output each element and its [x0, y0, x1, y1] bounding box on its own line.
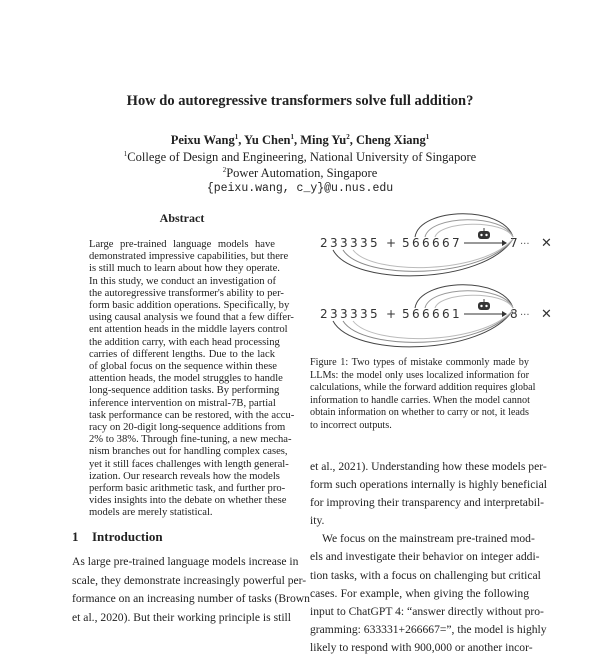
affiliation-text: College of Design and Engineering, National University of Singapore: [127, 150, 477, 165]
author-email: {peixu.wang, c_y}@u.nus.edu: [206, 182, 394, 195]
operand-b-digit: 6: [442, 307, 450, 321]
affiliation-2: [0, 166, 600, 181]
attention-arc: [415, 285, 513, 308]
operand-a-digit: 3: [350, 307, 358, 321]
text-line: In this study, we conduct an investigation of: [89, 275, 277, 287]
text-line: racy on 20-digit long-sequence additions from: [89, 422, 286, 434]
affiliation-number: 1: [123, 150, 128, 158]
operand-a-digit: 3: [350, 236, 358, 250]
text-line: inference intervention on mistral-7B, partial: [89, 397, 276, 409]
text-line: for improving their transparency and interpretabil-: [310, 496, 545, 510]
text-line: demonstrated impressive capabilities, but there: [89, 251, 289, 263]
operand-b-digit: 6: [432, 236, 440, 250]
operand-a-digit: 5: [370, 307, 378, 321]
text-line: to incorrect outputs.: [310, 419, 392, 431]
text-line: of global focus on the sequence within these: [89, 361, 277, 373]
operand-a-digit: 3: [340, 236, 348, 250]
intro-right-text: [310, 458, 547, 657]
text-line: et al., 2020). But their working principle is still: [72, 610, 291, 624]
text-line: Large pre-trained language models have: [89, 239, 275, 250]
plus-operator: +: [386, 236, 397, 250]
author-list: Peixu Wang$^1$, Yu Chen$^1$, Ming Yu$^2$, Cheng Xiang$^1$: [170, 133, 430, 148]
robot-icon: [478, 299, 490, 310]
text-line: nism branches out for handling complex cases,: [89, 446, 288, 458]
text-line: the addition carry, with each head processing: [89, 336, 280, 348]
abstract-body: [89, 239, 295, 520]
author-affiliation-number: 1: [234, 133, 239, 141]
operand-b-digit: 6: [442, 236, 450, 250]
author-name: Ming Yu: [300, 133, 347, 148]
affiliation-1: [0, 150, 600, 165]
wrong-cross-icon: ✕: [541, 307, 552, 322]
text-line: form such operations internally is highly beneficial: [310, 478, 547, 492]
affiliation-text: Power Automation, Singapore: [226, 166, 378, 181]
output-digit: 7: [510, 236, 518, 250]
section-title: Introduction: [92, 529, 163, 544]
text-line: input to ChatGPT 4: “answer directly without pro-: [310, 604, 544, 618]
author-name: Cheng Xiang: [355, 133, 426, 148]
operand-b-digit: 6: [412, 307, 420, 321]
text-line: gramming: 633331+266667=”, the model is highly: [310, 622, 547, 636]
operand-b-digit: 6: [412, 236, 420, 250]
text-line: As large pre-trained language models increase in: [72, 555, 299, 568]
affiliation-number: 2: [222, 166, 227, 174]
text-line: the autoregressive transformer's ability to per-: [89, 287, 284, 299]
operand-a-digit: 3: [330, 307, 338, 321]
text-line: ization. Our research reveals how the models: [89, 470, 280, 482]
text-line: is still much to learn about how they operate.: [89, 263, 280, 275]
text-line: models are merely statistical.: [89, 507, 213, 519]
text-line: yet it still faces challenges with length general-: [89, 458, 289, 470]
operand-a-digit: 2: [320, 236, 328, 250]
wrong-cross-icon: ✕: [541, 236, 552, 251]
operand-b-digit: 7: [452, 236, 460, 250]
ellipsis: ···: [520, 310, 530, 321]
operand-b-digit: 6: [432, 307, 440, 321]
figure-caption: [310, 357, 536, 433]
operand-a-digit: 2: [320, 307, 328, 321]
text-line: long-sequence addition tasks. By performing: [89, 385, 280, 397]
author-affiliation-number: 2: [346, 133, 350, 141]
text-line: LLMs: the model only uses localized information for: [310, 369, 529, 381]
text-line: 2% to 38%. Through fine-tuning, a new mecha-: [89, 434, 292, 446]
section-number: 1: [72, 529, 79, 544]
author-name: Yu Chen: [244, 133, 291, 148]
robot-icon: [478, 228, 490, 239]
author-name: Peixu Wang: [170, 133, 235, 148]
text-line: attention heads, the model struggles to handle: [89, 373, 283, 385]
operand-b-digit: 5: [402, 307, 410, 321]
operand-a-digit: 5: [370, 236, 378, 250]
text-line: likely to respond with 900,000 or another incor-: [310, 640, 533, 654]
abstract-heading: Abstract: [159, 211, 205, 225]
operand-b-digit: 1: [452, 307, 460, 321]
operand-a-digit: 3: [360, 236, 368, 250]
text-line: using causal analysis we found that a few differ-: [89, 312, 294, 324]
text-line: perform basic arithmetic task, and further pro-: [89, 483, 286, 495]
text-line: information to handle carries. When the model cannot: [310, 394, 530, 406]
paper-title: How do autoregressive transformers solve full addition?: [126, 93, 474, 109]
text-line: scale, they demonstrate increasingly powerful per-: [72, 573, 307, 587]
text-line: form basic addition operations. Specifically, by: [89, 300, 290, 312]
text-line: calculations, while the forward addition requires global: [310, 382, 536, 394]
author-affiliation-number: 1: [290, 133, 294, 141]
attention-arc: [415, 214, 513, 237]
operand-b-digit: 6: [422, 236, 430, 250]
section-heading: [72, 529, 163, 545]
text-line: We focus on the mainstream pre-trained mod-: [322, 532, 535, 546]
operand-b-digit: 5: [402, 236, 410, 250]
text-line: Figure 1: Two types of mistake commonly made by: [310, 357, 529, 368]
text-line: vides insights into the debate on whether these: [89, 495, 287, 507]
text-line: ity.: [310, 514, 325, 528]
operand-a-digit: 3: [330, 236, 338, 250]
text-line: els and investigate their behavior on integer addi-: [310, 550, 540, 564]
text-line: obtain information on whether to carry or not, it leads: [310, 407, 529, 419]
text-line: task performance can be restored, with the accu-: [89, 409, 295, 421]
figure-1: [310, 209, 552, 354]
text-line: et al., 2021). Understanding how these models per-: [310, 460, 547, 473]
output-digit: 8: [510, 307, 518, 321]
text-line: formance on an increasing number of tasks (Brown: [72, 592, 310, 605]
ellipsis: ···: [520, 239, 530, 250]
intro-left-text: [72, 553, 310, 627]
operand-a-digit: 3: [360, 307, 368, 321]
text-line: ent attention heads in the middle layers control: [89, 324, 288, 336]
text-line: tion tasks, with a focus on challenging but critical: [310, 568, 541, 582]
text-line: carries of different lengths. Due to the lack: [89, 348, 275, 360]
text-line: cases. For example, when giving the following: [310, 586, 529, 600]
operand-b-digit: 6: [422, 307, 430, 321]
author-affiliation-number: 1: [425, 133, 430, 141]
plus-operator: +: [386, 307, 397, 321]
operand-a-digit: 3: [340, 307, 348, 321]
